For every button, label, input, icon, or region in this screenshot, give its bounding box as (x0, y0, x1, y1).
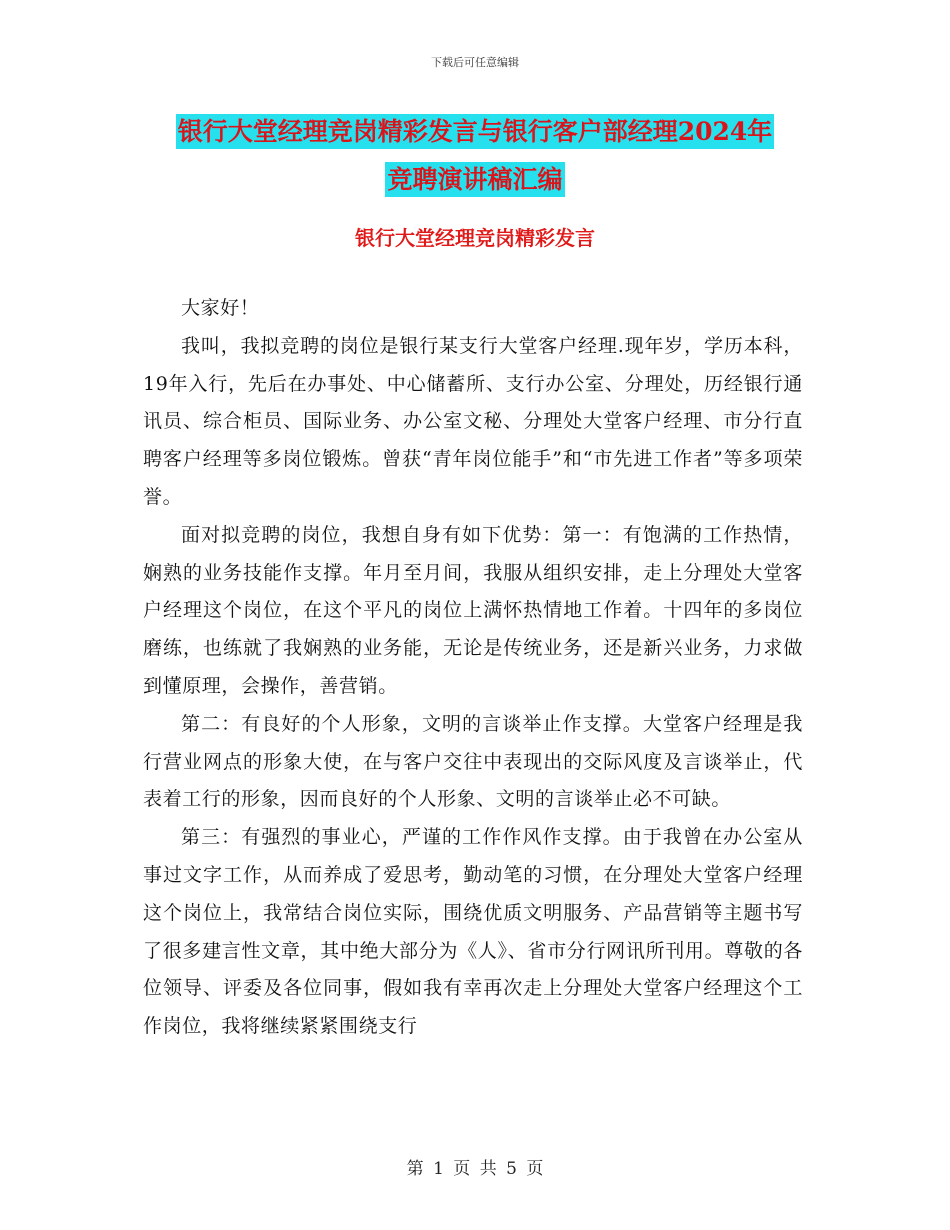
header-note: 下载后可任意编辑 (431, 56, 519, 69)
section-title: 银行大堂经理竞岗精彩发言 (355, 226, 595, 250)
paragraph-advantage-2: 第二：有良好的个人形象，文明的言谈举止作支撑。大堂客户经理是我行营业网点的形象大使，在与客户交往中表现出的交际风度及言谈举止，代表着工行的形象，因而良好的个人形象、文明的言谈举止必不可缺。 (143, 712, 803, 811)
title-line-2: 竞聘演讲稿汇编 (385, 162, 564, 197)
paragraph-introduction: 我叫，我拟竞聘的岗位是银行某支行大堂客户经理.现年岁，学历本科，19年入行，先后在办事处、中心储蓄所、支行办公室、分理处，历经银行通讯员、综合柜员、国际业务、办公室文秘、分理处大堂客户经理、市分行直聘客户经理等多岗位锻炼。曾获“青年岗位能手”和“市先进工作者”等多项荣誉。 (143, 334, 803, 508)
body-text (143, 290, 803, 1046)
paragraph-greeting: 大家好！ (181, 297, 260, 319)
title-line-1: 银行大堂经理竞岗精彩发言与银行客户部经理2024年 (176, 114, 775, 149)
page-footer: 第 1 页 共 5 页 (406, 1159, 544, 1179)
paragraph-advantage-3: 第三：有强烈的事业心，严谨的工作作风作支撑。由于我曾在办公室从事过文字工作，从而养成了爱思考，勤动笔的习惯，在分理处大堂客户经理这个岗位上，我常结合岗位实际，围绕优质文明服务、产品营销等主题书写了很多建言性文章，其中绝大部分为《人》、省市分行网讯所刊用。尊敬的各位领导、评委及各位同事，假如我有幸再次走上分理处大堂客户经理这个工作岗位，我将继续紧紧围绕支行 (143, 826, 803, 1038)
document-title (0, 108, 950, 204)
paragraph-advantage-1: 面对拟竞聘的岗位，我想自身有如下优势：第一：有饱满的工作热情，娴熟的业务技能作支撑。年月至月间，我服从组织安排，走上分理处大堂客户经理这个岗位，在这个平凡的岗位上满怀热情地工作着。十四年的多岗位磨练，也练就了我娴熟的业务能，无论是传统业务，还是新兴业务，力求做到懂原理，会操作，善营销。 (143, 523, 803, 697)
